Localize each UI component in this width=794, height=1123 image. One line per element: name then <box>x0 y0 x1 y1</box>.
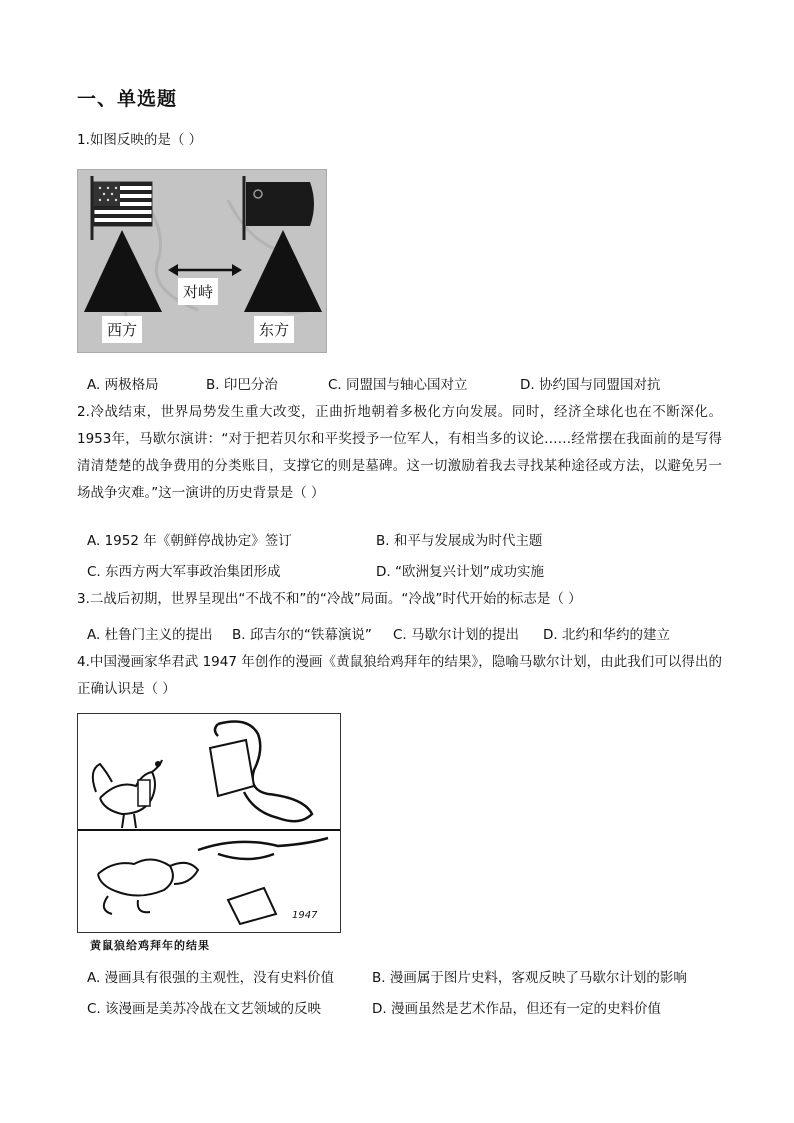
q1-option-b[interactable]: B. 印巴分治 <box>206 377 278 393</box>
cartoon-drawing <box>78 714 340 932</box>
west-label: 西方 <box>102 316 142 343</box>
q1-option-a[interactable]: A. 两极格局 <box>87 377 159 393</box>
question-4-stem: 4.中国漫画家华君武 1947 年创作的漫画《黄鼠狼给鸡拜年的结果》，隐喻马歇尔计划，由此我们可以得出的正确认识是（ ） <box>77 654 722 697</box>
cartoon-year: 1947 <box>292 910 318 921</box>
q3-option-c[interactable]: C. 马歇尔计划的提出 <box>393 627 520 643</box>
east-label: 东方 <box>254 316 294 343</box>
q3-option-a[interactable]: A. 杜鲁门主义的提出 <box>87 627 213 643</box>
q4-option-a[interactable]: A. 漫画具有很强的主观性，没有史料价值 <box>87 970 335 986</box>
question-1-stem: 1.如图反映的是（ ） <box>77 132 203 148</box>
section-title: 一、单选题 <box>77 88 178 110</box>
cartoon-caption: 黄鼠狼给鸡拜年的结果 <box>90 939 210 952</box>
question-4-cartoon <box>77 713 341 933</box>
aid-document-icon <box>210 740 254 796</box>
q3-option-d[interactable]: D. 北约和华约的建立 <box>543 627 670 643</box>
q1-option-c[interactable]: C. 同盟国与轴心国对立 <box>328 377 468 393</box>
confront-label: 对峙 <box>178 278 218 305</box>
q4-option-b[interactable]: B. 漫画属于图片史料，客观反映了马歇尔计划的影响 <box>372 970 687 986</box>
q4-option-d[interactable]: D. 漫画虽然是艺术作品，但还有一定的史料价值 <box>372 1001 661 1017</box>
q2-option-b[interactable]: B. 和平与发展成为时代主题 <box>376 533 543 549</box>
q1-option-d[interactable]: D. 协约国与同盟国对抗 <box>520 377 661 393</box>
q2-option-d[interactable]: D. “欧洲复兴计划”成功实施 <box>376 564 544 580</box>
q4-option-c[interactable]: C. 该漫画是美苏冷战在文艺领域的反映 <box>87 1001 322 1017</box>
question-3-stem: 3.二战后初期，世界呈现出“不战不和”的“冷战”局面。“冷战”时代开始的标志是（ ） <box>77 591 582 607</box>
question-1-figure <box>77 169 327 353</box>
q2-option-c[interactable]: C. 东西方两大军事政治集团形成 <box>87 564 281 580</box>
question-2-stem: 2.冷战结束，世界局势发生重大改变，正曲折地朝着多极化方向发展。同时，经济全球化也在不断深化。1953年，马歇尔演讲：“对于把若贝尔和平奖授予一位军人，有相当多的议论……经常摆在我面前的是写得清清楚楚的战争费用的分类账目，支撑它的则是墓碑。这一切激励着我去寻找某种途径或方法，以避免另一场战争灾难。”这一演讲的历史背景是（ ） <box>77 404 722 501</box>
q2-option-a[interactable]: A. 1952 年《朝鲜停战协定》签订 <box>87 533 292 549</box>
q3-option-b[interactable]: B. 邱吉尔的“铁幕演说” <box>232 627 372 643</box>
